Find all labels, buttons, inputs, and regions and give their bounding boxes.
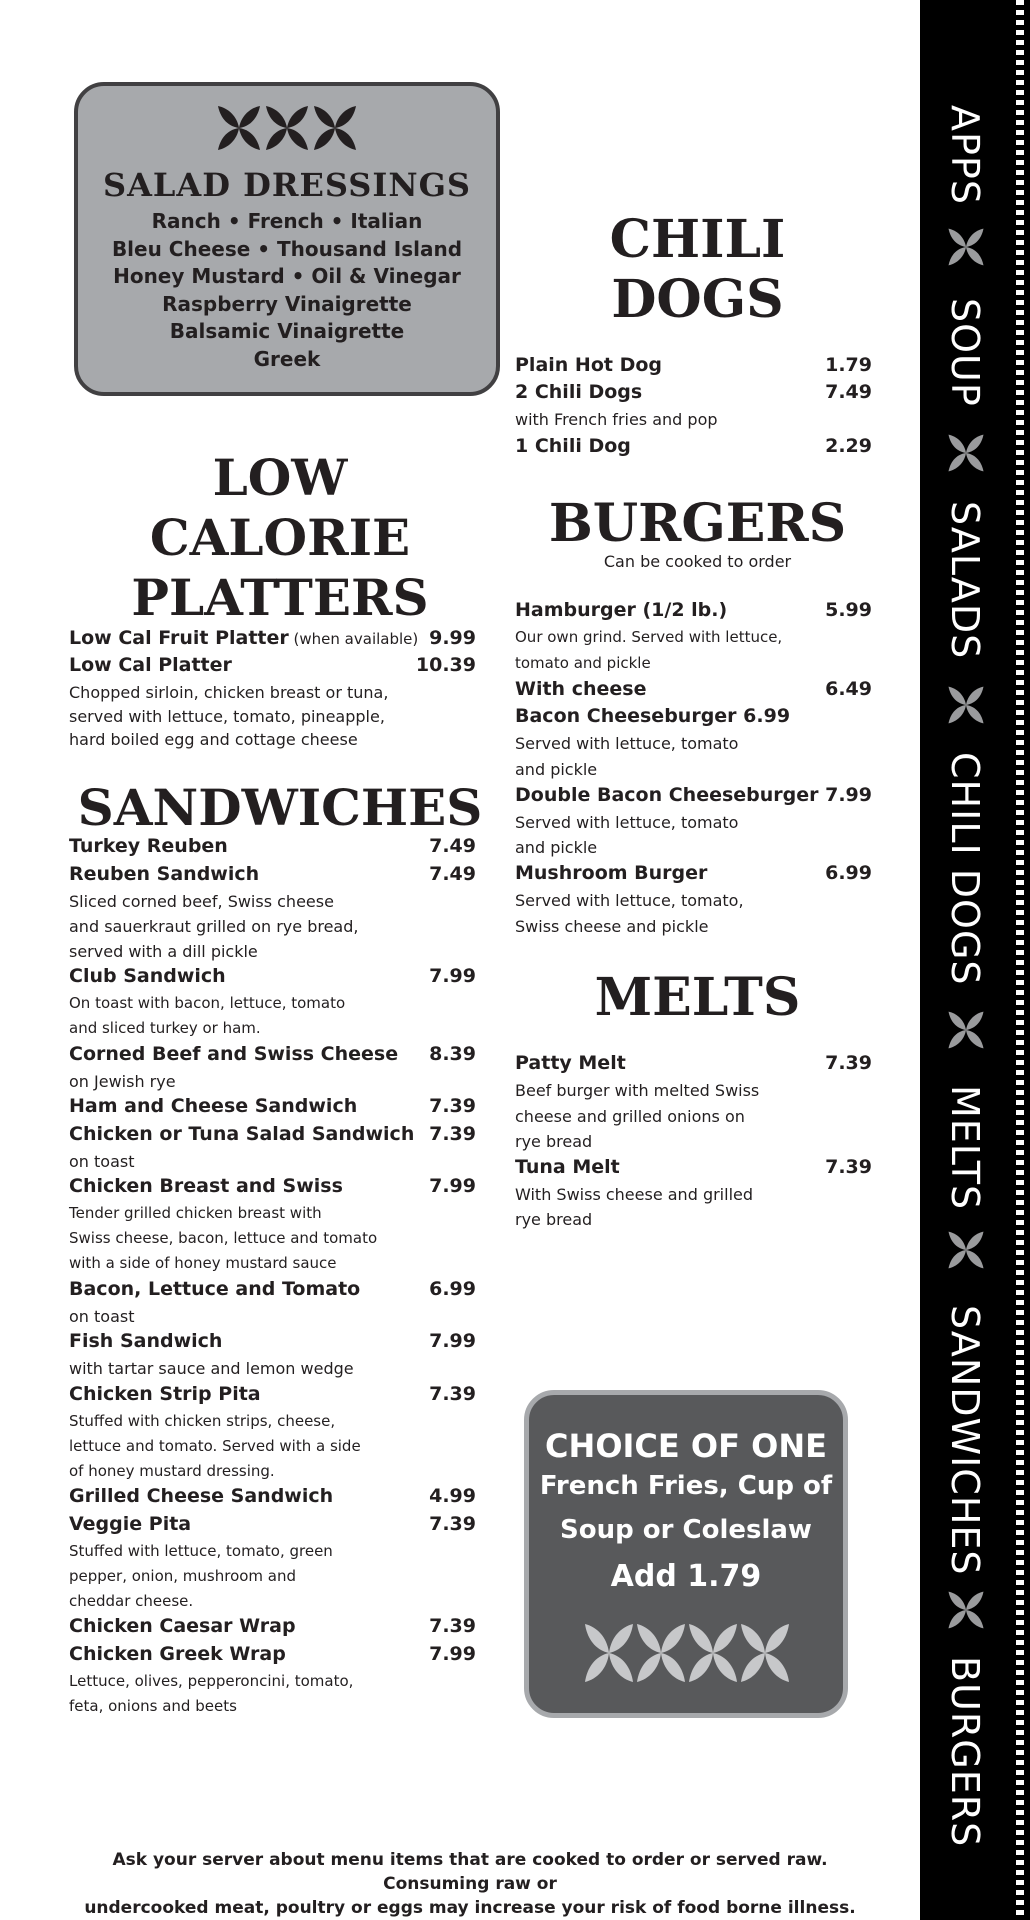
- menu-item-price: 7.99: [825, 783, 872, 806]
- menu-item-description: of honey mustard dressing.: [69, 1461, 275, 1480]
- menu-item-description: feta, onions and beets: [69, 1696, 237, 1715]
- menu-item-name: Chicken or Tuna Salad Sandwich: [69, 1122, 415, 1145]
- menu-item-description: and sauerkraut grilled on rye bread,: [69, 916, 359, 936]
- menu-item-description: with tartar sauce and lemon wedge: [69, 1359, 354, 1378]
- menu-item-description: rye bread: [515, 1132, 593, 1151]
- menu-item-price: 6.49: [825, 677, 872, 700]
- food-safety-notice: [60, 1848, 880, 1920]
- menu-item-name: Bacon, Lettuce and Tomato: [69, 1277, 361, 1300]
- menu-item-price: 7.99: [429, 1330, 476, 1352]
- menu-item-name: With cheese: [515, 677, 647, 700]
- menu-item-name: Low Cal Platter: [69, 654, 232, 676]
- menu-item-price: 6.99: [825, 862, 872, 884]
- leaf-ornament-icon: [946, 433, 986, 473]
- menu-item-description: Chopped sirloin, chicken breast or tuna,: [69, 683, 389, 702]
- menu-item-price: 9.99: [429, 627, 476, 649]
- choice-line-1: French Fries, Cup of: [539, 1471, 833, 1501]
- choice-heading: CHOICE OF ONE: [545, 1427, 827, 1465]
- sidebar-item-label: SOUP: [943, 298, 987, 407]
- menu-item-price: 7.39: [429, 1095, 476, 1117]
- sidebar-item-soup[interactable]: [920, 290, 1010, 415]
- sidebar-item-label: BURGERS: [943, 1656, 987, 1848]
- menu-item-price: 7.99: [429, 1642, 476, 1665]
- menu-item-name: Chicken Caesar Wrap: [69, 1615, 296, 1637]
- menu-item-description: Sliced corned beef, Swiss cheese: [69, 891, 334, 911]
- menu-item-description: Served with lettuce, tomato,: [515, 891, 744, 910]
- sidebar-item-label: SALADS: [943, 500, 987, 660]
- low-calorie-title: [70, 448, 490, 628]
- low-calorie-title-line: LOW: [212, 448, 348, 507]
- menu-item-price: 7.39: [429, 1512, 476, 1535]
- menu-item-price: 7.39: [429, 1122, 476, 1145]
- menu-item-name: Chicken Strip Pita: [69, 1382, 261, 1405]
- menu-item-description: Served with lettuce, tomato: [515, 812, 739, 832]
- menu-item-name: Club Sandwich: [69, 965, 226, 987]
- menu-item-description: on toast: [69, 1151, 135, 1171]
- sidebar-dashed-edge: [1016, 0, 1024, 1920]
- menu-item-description: with French fries and pop: [515, 410, 718, 429]
- choice-line-2: Soup or Coleslaw: [560, 1515, 812, 1545]
- menu-item-price: 2.29: [825, 435, 872, 457]
- menu-item-description: Swiss cheese, bacon, lettuce and tomato: [69, 1229, 378, 1247]
- dressing-line: Bleu Cheese • Thousand Island: [111, 236, 463, 261]
- menu-item-name: Bacon Cheeseburger 6.99: [515, 705, 791, 727]
- menu-item-price: 7.49: [825, 381, 872, 403]
- leaf-ornament-icon: [946, 1010, 986, 1050]
- menu-item-description: served with a dill pickle: [69, 941, 258, 961]
- burgers-subtitle: Can be cooked to order: [603, 552, 792, 571]
- menu-item-description: Swiss cheese and pickle: [515, 916, 709, 936]
- menu-item-price: 5.99: [825, 599, 872, 621]
- sidebar-item-chili-dogs[interactable]: [920, 748, 1010, 990]
- dressing-line: Greek: [253, 346, 321, 371]
- menu-item-note: (when available): [288, 630, 419, 648]
- choice-add-price: Add 1.79: [610, 1559, 762, 1594]
- choice-of-one-box: [524, 1390, 848, 1718]
- menu-item-description: Tender grilled chicken breast with: [69, 1204, 322, 1222]
- sidebar-item-label: CHILI DOGS: [943, 752, 987, 986]
- menu-item-description: hard boiled egg and cottage cheese: [69, 730, 358, 749]
- menu-item-description: Served with lettuce, tomato: [515, 734, 739, 753]
- menu-item-price: 7.99: [429, 1175, 476, 1197]
- menu-item-description: on toast: [69, 1306, 135, 1326]
- menu-item-price: 10.39: [415, 654, 476, 676]
- menu-item-name: Veggie Pita: [69, 1512, 192, 1535]
- low-calorie-title-line: CALORIE: [149, 508, 411, 567]
- menu-item-description: Our own grind. Served with lettuce,: [515, 628, 783, 646]
- menu-item-name: Hamburger (1/2 lb.): [515, 599, 728, 621]
- menu-item-price: 4.99: [429, 1485, 476, 1507]
- menu-item-name: Double Bacon Cheeseburger: [515, 783, 819, 806]
- leaf-ornament-icon: [946, 227, 986, 267]
- burgers-title: BURGERS: [548, 493, 847, 554]
- dressing-line: Honey Mustard • Oil & Vinegar: [113, 264, 461, 288]
- leaf-ornament-icon: [216, 104, 358, 152]
- menu-item-price: 7.49: [429, 862, 476, 885]
- sidebar-item-apps[interactable]: [920, 95, 1010, 215]
- menu-item-name: Low Cal Fruit Platter (when available): [69, 627, 419, 649]
- menu-item-name: Turkey Reuben: [69, 835, 228, 857]
- menu-item-name: Grilled Cheese Sandwich: [69, 1485, 334, 1507]
- menu-item-description: cheddar cheese.: [69, 1591, 194, 1610]
- menu-item-name: Mushroom Burger: [515, 862, 708, 884]
- sidebar-item-burgers[interactable]: [920, 1652, 1010, 1852]
- sidebar-item-label: SANDWICHES: [943, 1304, 987, 1576]
- category-nav: [920, 0, 1010, 1920]
- menu-item-description: with a side of honey mustard sauce: [69, 1254, 337, 1272]
- sidebar-item-salads[interactable]: [920, 490, 1010, 670]
- menu-item-description: Beef burger with melted Swiss: [515, 1081, 760, 1100]
- menu-item-description: rye bread: [515, 1210, 593, 1229]
- menu-item-name: Chicken Breast and Swiss: [69, 1175, 343, 1197]
- menu-item-price: 7.39: [429, 1615, 476, 1637]
- menu-item-description: lettuce and tomato. Served with a side: [69, 1436, 361, 1455]
- menu-item-name: 2 Chili Dogs: [515, 381, 643, 403]
- dressing-line: Ranch • French • Italian: [151, 209, 423, 233]
- menu-item-name: Fish Sandwich: [69, 1330, 223, 1352]
- menu-item-price: 6.99: [429, 1277, 476, 1300]
- chili-dogs-title-line: DOGS: [611, 269, 784, 330]
- notice-line: undercooked meat, poultry or eggs may increase your risk of food borne illness.: [84, 1898, 856, 1918]
- salad-dressings-box: [74, 82, 500, 396]
- leaf-ornament-icon: [946, 1590, 986, 1630]
- menu-item-description: served with lettuce, tomato, pineapple,: [69, 706, 385, 726]
- menu-item-description: and pickle: [515, 759, 598, 779]
- sandwiches-title: SANDWICHES: [77, 778, 483, 837]
- menu-item-description: Lettuce, olives, pepperoncini, tomato,: [69, 1671, 354, 1690]
- menu-item-description: Stuffed with lettuce, tomato, green: [69, 1541, 333, 1560]
- menu-item-price: 7.39: [825, 1052, 872, 1074]
- menu-item-description: On toast with bacon, lettuce, tomato: [69, 994, 346, 1012]
- leaf-ornament-icon: [583, 1622, 791, 1684]
- menu-item-name: Patty Melt: [515, 1052, 626, 1074]
- menu-item-description: Stuffed with chicken strips, cheese,: [69, 1411, 336, 1430]
- leaf-ornament-icon: [946, 685, 986, 725]
- chili-dogs-title: [515, 210, 880, 330]
- menu-item-description: on Jewish rye: [69, 1071, 176, 1091]
- menu-item-description: and pickle: [515, 838, 598, 857]
- category-sidebar: [920, 0, 1030, 1920]
- sidebar-item-label: MELTS: [943, 1084, 987, 1211]
- menu-item-name: Plain Hot Dog: [515, 354, 662, 376]
- sidebar-item-sandwiches[interactable]: [920, 1295, 1010, 1585]
- salad-dressings-title: SALAD DRESSINGS: [102, 166, 472, 204]
- menu-item-name: Reuben Sandwich: [69, 862, 260, 885]
- menu-item-name: Ham and Cheese Sandwich: [69, 1095, 358, 1117]
- menu-item-price: 8.39: [429, 1042, 476, 1065]
- chili-dogs-title-line: CHILI: [609, 209, 786, 270]
- dressing-line: Raspberry Vinaigrette: [162, 291, 412, 316]
- menu-item-description: tomato and pickle: [515, 653, 651, 672]
- leaf-ornament-icon: [946, 1230, 986, 1270]
- melts-title: MELTS: [594, 967, 801, 1028]
- menu-item-price: 1.79: [825, 354, 872, 376]
- menu-item-name: 1 Chili Dog: [515, 435, 631, 457]
- menu-item-description: With Swiss cheese and grilled: [515, 1184, 754, 1204]
- low-calorie-title-line: PLATTERS: [131, 568, 429, 627]
- menu-item-price: 7.39: [825, 1155, 872, 1178]
- menu-item-name: Corned Beef and Swiss Cheese: [69, 1042, 399, 1065]
- menu-item-description: cheese and grilled onions on: [515, 1106, 745, 1126]
- menu-item-price: 7.39: [429, 1382, 476, 1405]
- sidebar-item-label: APPS: [943, 105, 987, 205]
- salad-dressings-list: [78, 208, 496, 373]
- sidebar-item-melts[interactable]: [920, 1070, 1010, 1225]
- menu-item-description: and sliced turkey or ham.: [69, 1019, 261, 1037]
- menu-item-price: 7.99: [429, 965, 476, 987]
- menu-item-name: Chicken Greek Wrap: [69, 1642, 286, 1665]
- menu-item-description: pepper, onion, mushroom and: [69, 1566, 297, 1585]
- notice-line: Ask your server about menu items that are cooked to order or served raw. Consuming raw or: [112, 1850, 828, 1894]
- menu-item-price: 7.49: [429, 835, 476, 857]
- menu-item-name: Tuna Melt: [515, 1155, 620, 1178]
- dressing-line: Balsamic Vinaigrette: [169, 319, 405, 343]
